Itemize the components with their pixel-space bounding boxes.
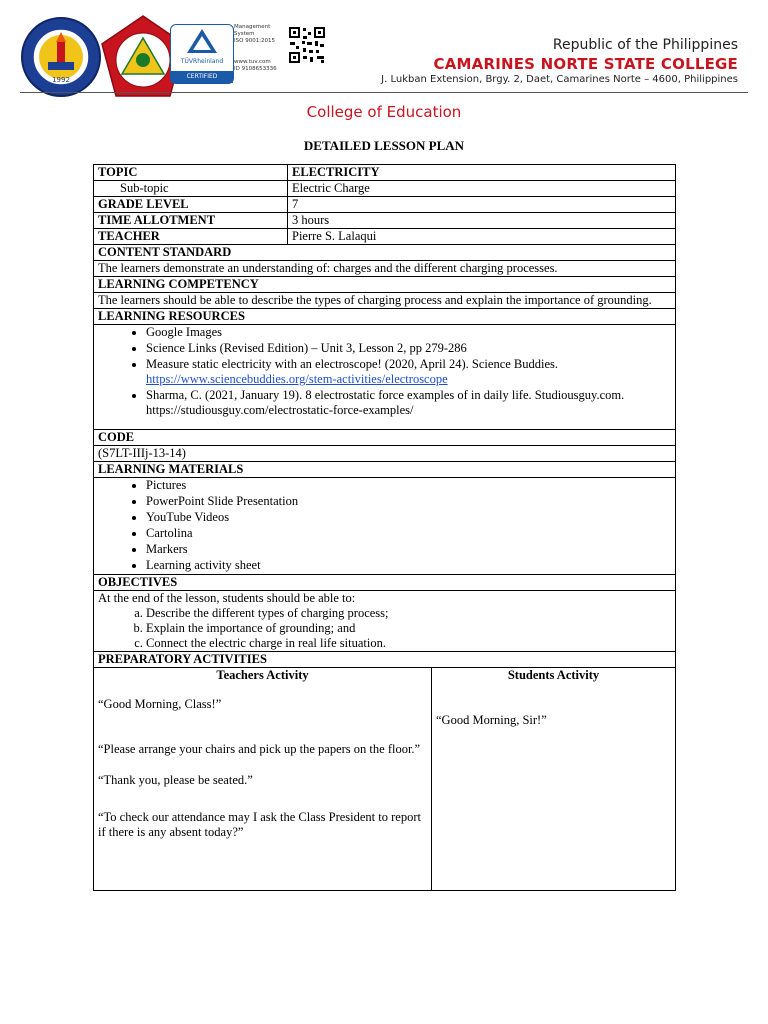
table-row (94, 181, 676, 197)
resource-text: Measure static electricity with an electroscope! (2020, April 24). Science Buddies. (146, 357, 559, 371)
college-address: J. Lukban Extension, Brgy. 2, Daet, Camarines Norte – 4600, Philippines (381, 74, 738, 85)
table-row (94, 213, 676, 229)
list-item (146, 357, 671, 387)
republic-text: Republic of the Philippines (552, 37, 738, 53)
list-item: • Cartolina (146, 526, 671, 541)
topic-label: TOPIC (94, 165, 288, 181)
materials-list (98, 478, 671, 573)
teacher-value: Pierre S. Lalaqui (288, 229, 676, 245)
table-row (94, 478, 676, 575)
resource-link[interactable]: https://www.sciencebuddies.org/stem-activities/electroscope (146, 372, 448, 386)
learning-competency-label: LEARNING COMPETENCY (94, 277, 676, 293)
table-row (94, 668, 676, 891)
tuv-certified-label: CERTIFIED (171, 71, 233, 83)
learning-materials-label: LEARNING MATERIALS (94, 462, 676, 478)
objectives-list (98, 606, 671, 651)
table-row (94, 245, 676, 261)
list-item: c. Connect the electric charge in real life situation. (146, 636, 671, 651)
content-standard-label: CONTENT STANDARD (94, 245, 676, 261)
subtopic-value: Electric Charge (288, 181, 676, 197)
students-activity-cell (432, 668, 676, 891)
list-item: • Google Images (146, 325, 671, 340)
objectives-label: OBJECTIVES (94, 575, 676, 591)
table-row (94, 325, 676, 430)
resources-list (98, 325, 671, 418)
list-item: • Pictures (146, 478, 671, 493)
table-row (94, 575, 676, 591)
table-row (94, 591, 676, 652)
learning-competency-text: The learners should be able to describe the types of charging process and explain the importance of grounding. (94, 293, 676, 309)
teachers-activity-header: Teachers Activity (216, 668, 309, 682)
time-allotment-label: TIME ALLOTMENT (94, 213, 288, 229)
teacher-line: “Good Morning, Class!” (98, 697, 222, 711)
list-item: b. Explain the importance of grounding; and (146, 621, 671, 636)
learning-resources-label: LEARNING RESOURCES (94, 309, 676, 325)
content-standard-text: The learners demonstrate an understanding of: charges and the different charging processes. (94, 261, 676, 277)
teacher-line: “Thank you, please be seated.” (98, 773, 253, 787)
table-row (94, 197, 676, 213)
mgmt-line-2: System (234, 31, 255, 37)
mgmt-line-1: Management (234, 24, 271, 30)
college-of-education-seal-icon (20, 16, 102, 98)
list-item: • Sharma, C. (2021, January 19). 8 electrostatic force examples of in daily life. Studiousguy.com. https://studiousguy.com/electrostatic-force-examples/ (146, 388, 671, 418)
table-row (94, 165, 676, 181)
preparatory-activities-label: PREPARATORY ACTIVITIES (94, 652, 676, 668)
qr-code-icon (288, 26, 326, 64)
table-row (94, 462, 676, 478)
teacher-line: “Please arrange your chairs and pick up the papers on the floor.” (98, 742, 421, 756)
list-item: • YouTube Videos (146, 510, 671, 525)
management-system-info (234, 24, 294, 73)
list-item: • Learning activity sheet (146, 558, 671, 573)
objectives-cell (94, 591, 676, 652)
table-row (94, 430, 676, 446)
list-item: • Markers (146, 542, 671, 557)
code-value: (S7LT-IIIj-13-14) (94, 446, 676, 462)
time-allotment-value: 3 hours (288, 213, 676, 229)
list-item: a. Describe the different types of charging process; (146, 606, 671, 621)
objectives-intro: At the end of the lesson, students should be able to: (98, 591, 356, 605)
topic-value: ELECTRICITY (288, 165, 676, 181)
mgmt-line-3: ISO 9001:2015 (234, 38, 276, 44)
student-line: “Good Morning, Sir!” (436, 713, 547, 727)
teacher-label: TEACHER (94, 229, 288, 245)
tuv-triangle-icon (171, 25, 233, 57)
table-row (94, 309, 676, 325)
document-title: DETAILED LESSON PLAN (303, 138, 465, 153)
teacher-line: “To check our attendance may I ask the Class President to report if there is any absent today?” (98, 810, 421, 839)
department-name: College of Education (306, 103, 462, 121)
mgmt-line-4: www.tuv.com (234, 59, 271, 65)
subtopic-label: Sub-topic (94, 181, 288, 197)
tuv-certification-badge (170, 24, 234, 84)
list-item: • Science Links (Revised Edition) – Unit 3, Lesson 2, pp 279-286 (146, 341, 671, 356)
grade-level-label: GRADE LEVEL (94, 197, 288, 213)
table-row (94, 261, 676, 277)
table-row (94, 446, 676, 462)
header-logos (20, 16, 340, 100)
mgmt-line-5: ID 9108653336 (234, 66, 277, 72)
learning-materials-cell (94, 478, 676, 575)
code-label: CODE (94, 430, 676, 446)
list-item: • PowerPoint Slide Presentation (146, 494, 671, 509)
table-row (94, 293, 676, 309)
table-row (94, 229, 676, 245)
college-name: CAMARINES NORTE STATE COLLEGE (433, 55, 738, 73)
learning-resources-cell (94, 325, 676, 430)
students-activity-header: Students Activity (507, 668, 600, 682)
tuv-name: TÜVRheinland (180, 58, 224, 65)
grade-level-value: 7 (288, 197, 676, 213)
lesson-plan-table (93, 164, 676, 891)
table-row (94, 277, 676, 293)
header-divider (20, 92, 748, 93)
teachers-activity-cell (94, 668, 432, 891)
seal-year-text: 1992 (52, 76, 70, 84)
table-row (94, 652, 676, 668)
